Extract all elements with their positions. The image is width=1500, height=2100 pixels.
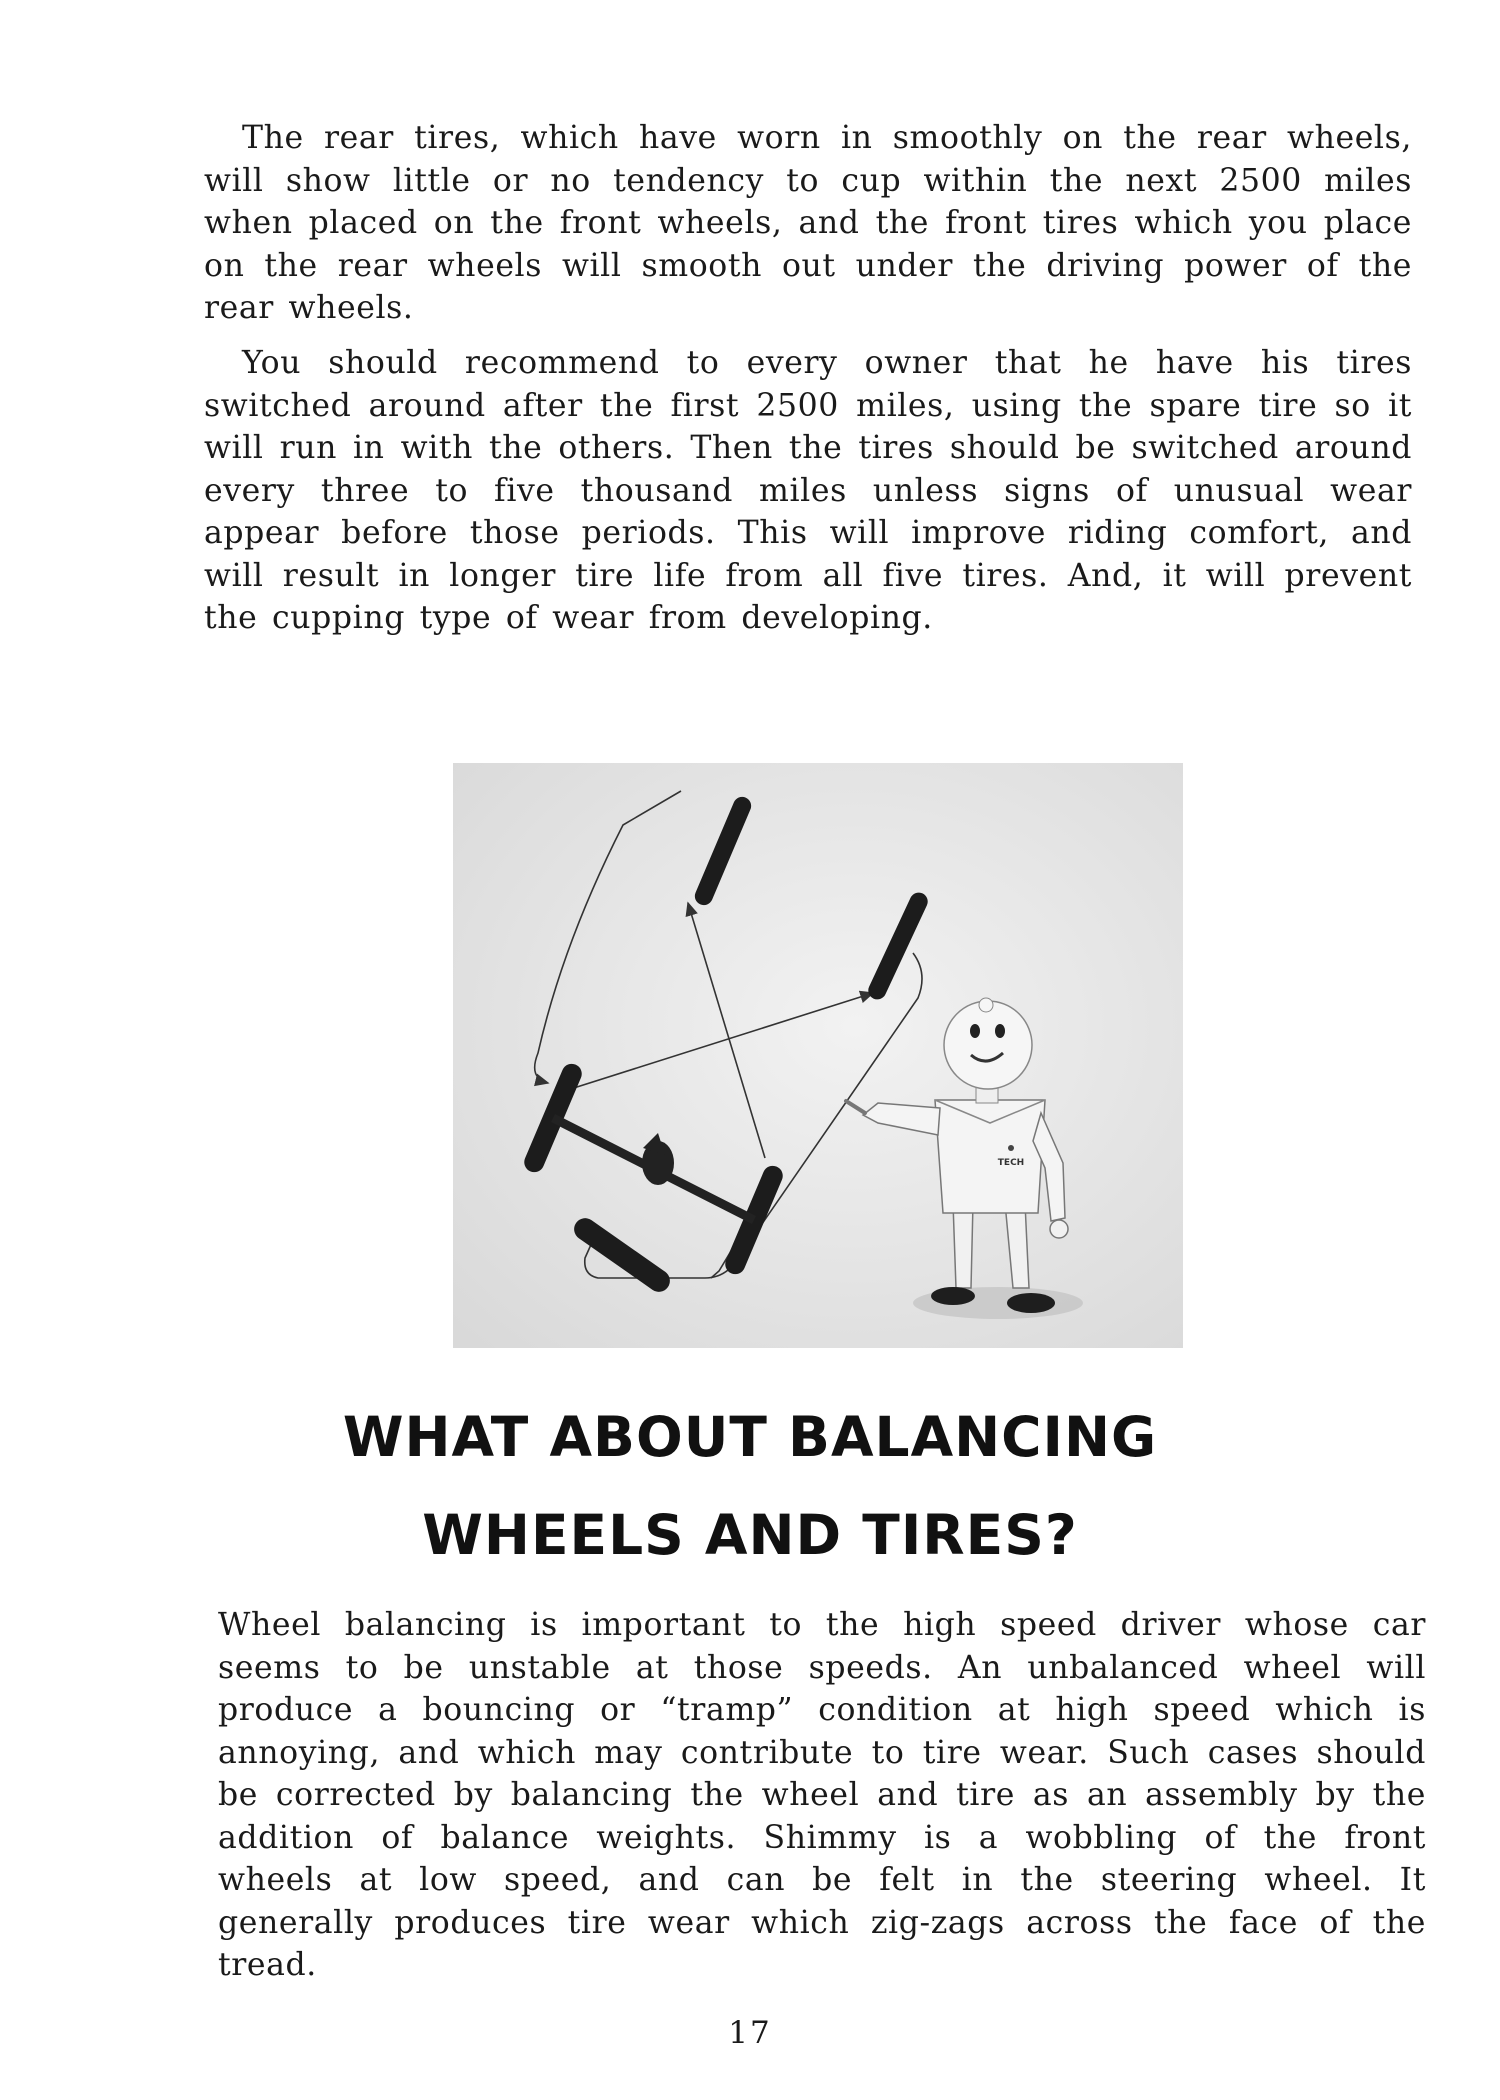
section-heading-line-2: WHEELS AND TIRES? [422,1503,1078,1567]
mascot-badge-text: TECH [997,1158,1025,1168]
figure-background [453,763,1183,1348]
tire-rotation-diagram [453,763,1183,1348]
section-heading-line-1: WHAT ABOUT BALANCING [342,1405,1158,1469]
paragraph-tire-rotation-effect: The rear tires, which have worn in smoothly on the rear wheels, will show little or no tendency to cup within the next 2500 miles when placed on the front wheels, and the front tires which you place on the rear wheels will smooth out under the driving power of the rear wheels. [204,120,1412,326]
tire-rotation-illustration [453,763,1183,1348]
page-number: 17 [728,2015,772,2051]
paragraph-rotation-recommendation: You should recommend to every owner that he have his tires switched around after the first 2500 miles, using the spare tire so it will run in with the others. Then the tires should be switched around every three to five thousand miles unless signs of unusual wear appear before those periods. This will improve riding comfort, and will result in longer tire life from all five tires. And, it will prevent the cupping type of wear from developing. [204,345,1412,636]
paragraph-wheel-balancing: Wheel balancing is important to the high speed driver whose car seems to be unstable at those speeds. An unbalanced wheel will produce a bouncing or “tramp” condition at high speed which is annoying, and which may contribute to tire wear. Such cases should be corrected by balancing the wheel and tire as an assembly by the addition of balance weights. Shimmy is a wobbling of the front wheels at low speed, and can be felt in the steering wheel. It generally produces tire wear which zig-zags across the face of the tread. [218,1607,1426,1983]
